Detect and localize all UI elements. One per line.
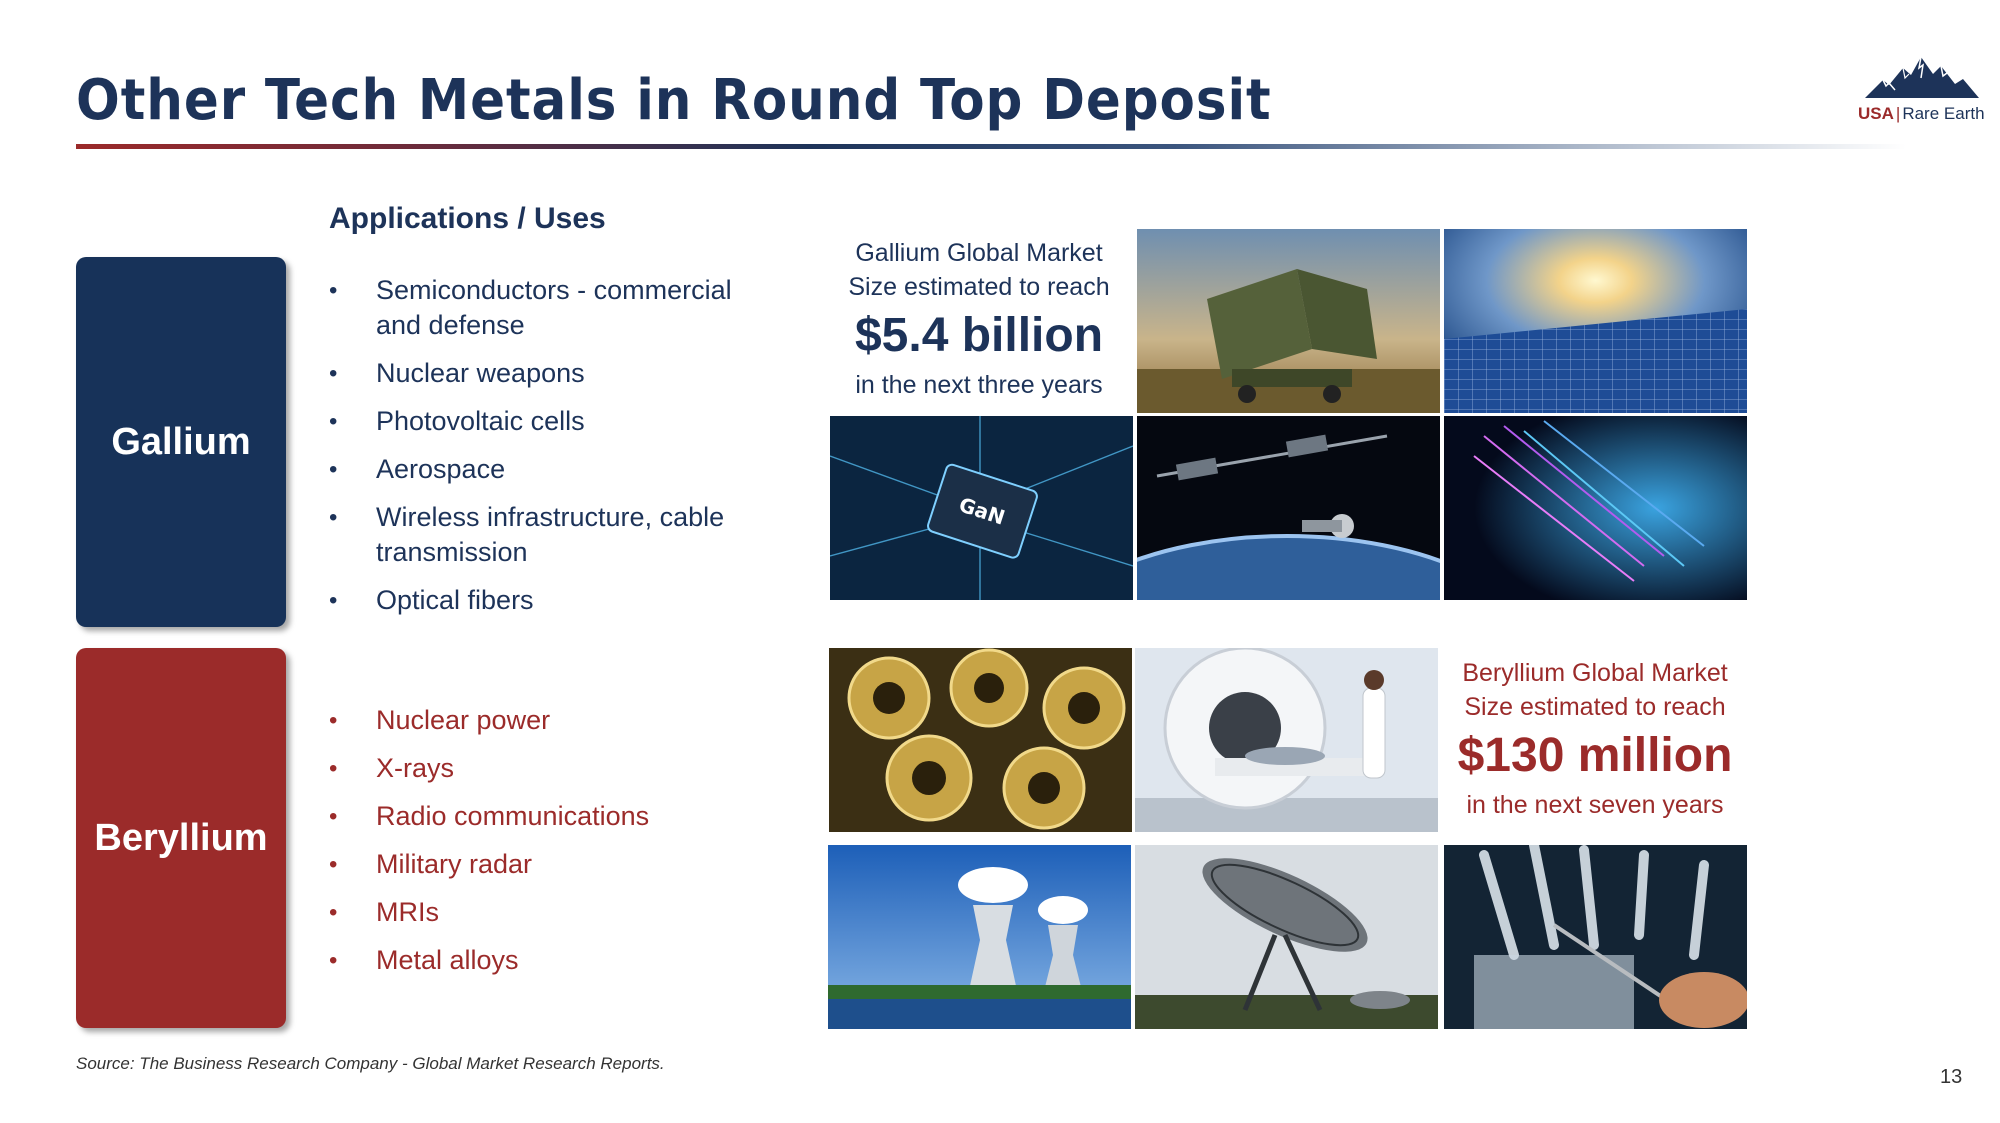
mountain-logo-icon — [1855, 52, 1990, 104]
title-underline — [76, 144, 1906, 149]
list-item: • Optical fibers — [329, 583, 779, 618]
beryllium-uses-list — [329, 703, 779, 991]
bullet-icon: • — [329, 277, 338, 304]
space-station-photo — [1137, 416, 1440, 600]
beryllium-market-value: $130 million — [1457, 729, 1733, 782]
radio-dish-photo — [1135, 845, 1438, 1029]
optical-fiber-photo — [1444, 416, 1747, 600]
gan-chip-photo — [830, 416, 1133, 600]
mri-scanner-photo — [1135, 648, 1438, 832]
source-note: Source: The Business Research Company - Global Market Research Reports. — [76, 1054, 665, 1073]
list-item: • MRIs — [329, 895, 779, 930]
list-item: • Photovoltaic cells — [329, 404, 779, 439]
hand-xray-photo — [1444, 845, 1747, 1029]
list-item: • Wireless infrastructure, cable transmission — [329, 502, 725, 567]
bullet-icon: • — [329, 360, 338, 387]
list-item: • Nuclear weapons — [329, 356, 779, 391]
bullet-icon: • — [329, 504, 338, 531]
list-item: • Nuclear power — [329, 703, 779, 738]
gallium-label: Gallium — [111, 420, 251, 463]
radar-photo — [1137, 229, 1440, 413]
gallium-market-stat: Gallium Global Market Size estimated to reach $5.4 billion in the next three years — [826, 236, 1132, 402]
bullet-icon: • — [329, 456, 338, 483]
list-item: • Metal alloys — [329, 943, 779, 978]
beryllium-label-box — [76, 648, 286, 1028]
bullet-icon: • — [329, 803, 338, 830]
beryllium-market-stat: Beryllium Global Market Size estimated to reach $130 million in the next seven years — [1442, 656, 1748, 822]
bullet-icon: • — [329, 707, 338, 734]
applications-heading: Applications / Uses — [329, 202, 606, 235]
bullet-icon: • — [329, 755, 338, 782]
solar-panel-photo — [1444, 229, 1747, 413]
bullet-icon: • — [329, 947, 338, 974]
slide-title: Other Tech Metals in Round Top Deposit — [76, 68, 1272, 133]
gan-chip-label: GaN — [956, 492, 1008, 530]
gallium-uses-list — [329, 273, 779, 631]
list-item: • X-rays — [329, 751, 779, 786]
page-number: 13 — [1940, 1066, 1963, 1088]
metal-flanges-photo — [829, 648, 1132, 832]
list-item: • Military radar — [329, 847, 779, 882]
bullet-icon: • — [329, 587, 338, 614]
usa-rare-earth-logo — [1855, 52, 1990, 127]
list-item: • Semiconductors - commercial and defense — [329, 275, 732, 340]
list-item: • Aerospace — [329, 452, 779, 487]
beryllium-label: Beryllium — [94, 816, 268, 859]
cooling-towers-photo — [828, 845, 1131, 1029]
list-item: • Radio communications — [329, 799, 779, 834]
bullet-icon: • — [329, 899, 338, 926]
gallium-market-value: $5.4 billion — [854, 309, 1104, 362]
bullet-icon: • — [329, 408, 338, 435]
gallium-label-box — [76, 257, 286, 627]
bullet-icon: • — [329, 851, 338, 878]
logo-wordmark: USA | Rare Earth — [1858, 104, 1985, 123]
